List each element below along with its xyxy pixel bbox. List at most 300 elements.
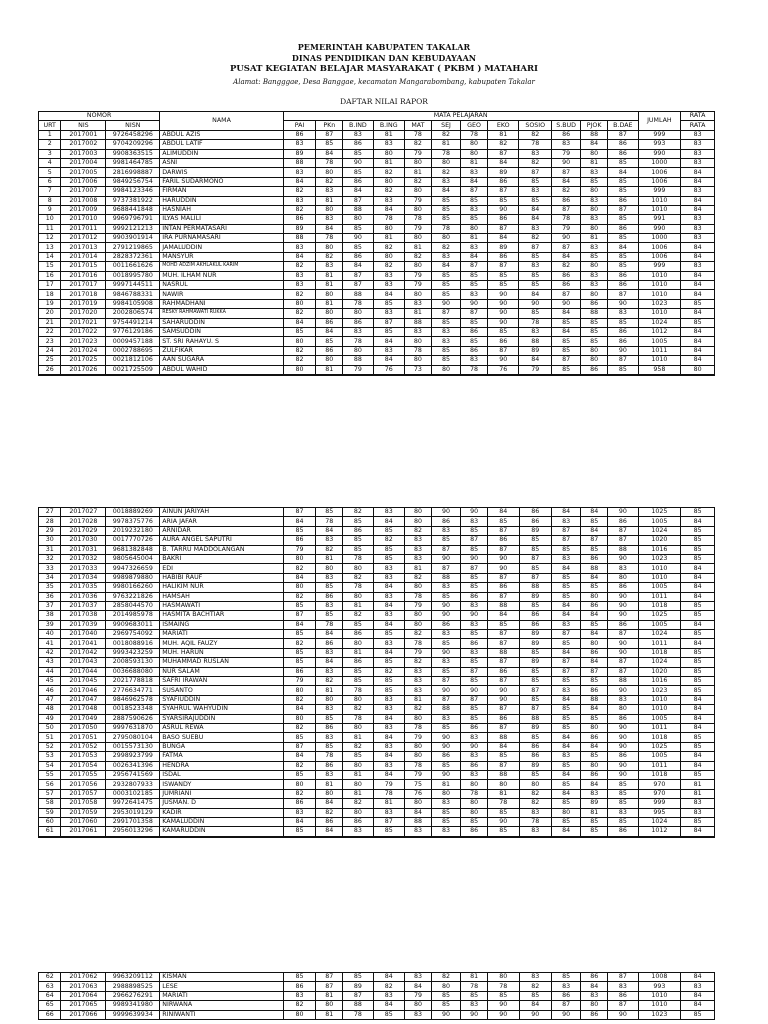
cell-rata: 84 — [681, 761, 715, 770]
cell-nisn: 2776634771 — [106, 686, 160, 695]
cell-grade: 80 — [283, 686, 316, 695]
cell-grade: 85 — [519, 271, 552, 280]
cell-grade: 82 — [373, 982, 404, 991]
cell-grade: 85 — [431, 281, 460, 290]
cell-nisn: 0036688080 — [106, 667, 160, 676]
cell-grade: 90 — [461, 742, 488, 751]
student-row — [39, 545, 715, 554]
cell-grade: 82 — [431, 973, 460, 982]
cell-grade: 85 — [316, 583, 343, 592]
cell-grade: 80 — [373, 224, 404, 233]
cell-grade: 85 — [373, 686, 404, 695]
col-header-nis: NIS — [61, 121, 106, 130]
col-header-rata-2: RATA — [681, 121, 715, 130]
cell-urt: 52 — [39, 742, 61, 751]
student-row — [39, 196, 715, 205]
cell-rata: 85 — [681, 686, 715, 695]
cell-grade: 90 — [608, 1010, 638, 1019]
cell-grade: 82 — [519, 982, 552, 991]
student-row — [39, 309, 715, 318]
cell-grade: 90 — [608, 346, 638, 355]
cell-grade: 83 — [316, 601, 343, 610]
cell-grade: 83 — [519, 187, 552, 196]
cell-grade: 78 — [552, 215, 581, 224]
student-row — [39, 583, 715, 592]
cell-grade: 84 — [316, 327, 343, 336]
cell-grade: 83 — [431, 583, 460, 592]
cell-grade: 87 — [316, 973, 343, 982]
student-row — [39, 677, 715, 686]
cell-grade: 87 — [461, 187, 488, 196]
cell-grade: 85 — [316, 508, 343, 517]
student-row — [39, 714, 715, 723]
cell-grade: 83 — [283, 281, 316, 290]
cell-grade: 87 — [608, 356, 638, 365]
cell-grade: 80 — [404, 290, 431, 299]
cell-nis: 2017036 — [61, 592, 106, 601]
cell-jumlah: 1010 — [638, 196, 681, 205]
cell-grade: 80 — [283, 780, 316, 789]
cell-urt: 35 — [39, 583, 61, 592]
cell-jumlah: 999 — [638, 262, 681, 271]
cell-grade: 84 — [373, 770, 404, 779]
cell-nama: ASNI — [160, 158, 283, 167]
cell-grade: 84 — [488, 158, 519, 167]
cell-nama: ARNIDAR — [160, 526, 284, 535]
cell-grade: 86 — [519, 517, 552, 526]
cell-jumlah: 993 — [638, 982, 681, 991]
cell-nisn: 0018088916 — [106, 639, 160, 648]
student-row — [39, 611, 715, 620]
cell-grade: 82 — [373, 187, 404, 196]
cell-grade: 80 — [431, 365, 460, 375]
cell-rata: 83 — [681, 262, 715, 271]
cell-grade: 87 — [519, 686, 552, 695]
cell-grade: 84 — [552, 601, 581, 610]
cell-grade: 79 — [519, 365, 552, 375]
cell-grade: 86 — [431, 517, 460, 526]
cell-urt: 17 — [39, 281, 61, 290]
cell-urt: 4 — [39, 158, 61, 167]
cell-grade: 87 — [461, 695, 488, 704]
cell-grade: 80 — [316, 309, 343, 318]
cell-grade: 85 — [343, 752, 373, 761]
cell-jumlah: 1005 — [638, 517, 681, 526]
cell-grade: 86 — [488, 337, 519, 346]
cell-urt: 34 — [39, 573, 61, 582]
cell-grade: 86 — [608, 149, 638, 158]
cell-nama: NUR SALAM — [160, 667, 284, 676]
cell-grade: 86 — [552, 130, 581, 139]
cell-grade: 90 — [461, 554, 488, 563]
student-row — [39, 536, 715, 545]
cell-grade: 87 — [343, 271, 373, 280]
cell-grade: 89 — [488, 168, 519, 177]
cell-grade: 82 — [488, 140, 519, 149]
cell-grade: 87 — [581, 667, 608, 676]
cell-nama: NAWIR — [160, 290, 283, 299]
cell-grade: 84 — [608, 168, 638, 177]
cell-grade: 86 — [431, 752, 460, 761]
cell-grade: 85 — [552, 545, 581, 554]
cell-grade: 85 — [461, 526, 488, 535]
cell-nis: 2017016 — [61, 271, 106, 280]
cell-grade: 88 — [581, 564, 608, 573]
cell-rata: 83 — [681, 799, 715, 808]
cell-grade: 86 — [431, 620, 460, 629]
cell-grade: 87 — [316, 130, 343, 139]
cell-grade: 80 — [581, 356, 608, 365]
cell-jumlah: 1025 — [638, 742, 681, 751]
cell-grade: 83 — [373, 592, 404, 601]
cell-grade: 83 — [608, 982, 638, 991]
cell-nis: 2017046 — [61, 686, 106, 695]
cell-grade: 85 — [343, 973, 373, 982]
cell-grade: 83 — [373, 705, 404, 714]
cell-nis: 2017054 — [61, 761, 106, 770]
cell-grade: 89 — [519, 346, 552, 355]
cell-grade: 87 — [581, 536, 608, 545]
cell-grade: 85 — [431, 817, 460, 826]
cell-rata: 84 — [681, 168, 715, 177]
cell-grade: 80 — [283, 337, 316, 346]
cell-jumlah: 1012 — [638, 327, 681, 336]
student-row — [39, 789, 715, 798]
col-header-subject: B.ING — [373, 121, 404, 130]
cell-urt: 66 — [39, 1010, 61, 1019]
cell-grade: 90 — [552, 299, 581, 308]
cell-jumlah: 1018 — [638, 601, 681, 610]
cell-urt: 53 — [39, 752, 61, 761]
cell-grade: 83 — [552, 517, 581, 526]
cell-grade: 80 — [343, 808, 373, 817]
cell-grade: 86 — [283, 536, 316, 545]
student-row — [39, 1010, 715, 1019]
cell-rata: 84 — [681, 714, 715, 723]
cell-jumlah: 1011 — [638, 761, 681, 770]
cell-nis: 2017066 — [61, 1010, 106, 1019]
cell-grade: 86 — [488, 215, 519, 224]
cell-grade: 87 — [552, 205, 581, 214]
cell-grade: 90 — [608, 742, 638, 751]
cell-grade: 90 — [431, 770, 460, 779]
cell-nama: ABDUL WAHID — [160, 365, 283, 375]
cell-grade: 86 — [581, 686, 608, 695]
cell-grade: 88 — [488, 733, 519, 742]
cell-grade: 83 — [405, 536, 432, 545]
cell-grade: 81 — [343, 648, 373, 657]
cell-grade: 85 — [552, 337, 581, 346]
cell-grade: 78 — [519, 817, 552, 826]
cell-grade: 80 — [316, 290, 343, 299]
cell-urt: 11 — [39, 224, 61, 233]
cell-grade: 85 — [608, 780, 638, 789]
cell-grade: 86 — [608, 271, 638, 280]
cell-nis: 2017043 — [61, 658, 106, 667]
cell-grade: 85 — [373, 827, 404, 837]
grade-table-part-2 — [38, 507, 715, 838]
cell-grade: 84 — [552, 177, 581, 186]
cell-grade: 85 — [519, 991, 552, 1000]
cell-nisn: 0018995780 — [106, 271, 160, 280]
cell-grade: 82 — [283, 592, 316, 601]
cell-grade: 86 — [608, 327, 638, 336]
cell-rata: 83 — [681, 808, 715, 817]
cell-grade: 82 — [283, 723, 316, 732]
cell-grade: 86 — [608, 337, 638, 346]
cell-rata: 85 — [681, 667, 715, 676]
cell-grade: 85 — [519, 733, 552, 742]
cell-grade: 80 — [316, 789, 343, 798]
cell-nis: 2017049 — [61, 714, 106, 723]
cell-grade: 83 — [373, 271, 404, 280]
cell-grade: 83 — [373, 196, 404, 205]
cell-grade: 86 — [581, 973, 608, 982]
cell-grade: 82 — [316, 677, 343, 686]
cell-grade: 83 — [431, 630, 460, 639]
cell-grade: 80 — [431, 789, 460, 798]
cell-grade: 84 — [461, 177, 488, 186]
cell-grade: 83 — [608, 309, 638, 318]
cell-grade: 90 — [488, 318, 519, 327]
cell-grade: 87 — [608, 536, 638, 545]
cell-grade: 89 — [519, 592, 552, 601]
cell-grade: 88 — [519, 337, 552, 346]
cell-rata: 85 — [681, 601, 715, 610]
grade-table-part-3 — [38, 972, 715, 1020]
cell-grade: 87 — [316, 982, 343, 991]
cell-grade: 84 — [581, 742, 608, 751]
cell-rata: 84 — [681, 346, 715, 355]
cell-nisn: 9980166260 — [106, 583, 160, 592]
cell-grade: 86 — [461, 346, 488, 355]
cell-grade: 84 — [431, 262, 460, 271]
cell-grade: 85 — [461, 991, 488, 1000]
cell-grade: 79 — [343, 365, 373, 375]
cell-grade: 81 — [488, 789, 519, 798]
cell-grade: 78 — [461, 789, 488, 798]
cell-grade: 85 — [552, 592, 581, 601]
cell-nama: AINUN JARIYAH — [160, 508, 284, 517]
cell-grade: 84 — [552, 252, 581, 261]
student-row — [39, 564, 715, 573]
cell-grade: 83 — [461, 517, 488, 526]
cell-grade: 87 — [488, 639, 519, 648]
cell-nama: BUNGA — [160, 742, 284, 751]
cell-grade: 87 — [519, 554, 552, 563]
cell-grade: 87 — [431, 545, 460, 554]
cell-nama: HASMITA BACHTIAR — [160, 611, 284, 620]
cell-grade: 82 — [373, 243, 404, 252]
cell-grade: 86 — [488, 252, 519, 261]
cell-grade: 82 — [316, 808, 343, 817]
cell-grade: 84 — [343, 262, 373, 271]
cell-grade: 90 — [608, 611, 638, 620]
cell-grade: 84 — [581, 508, 608, 517]
cell-grade: 90 — [488, 554, 519, 563]
col-header-subject: SOSIO — [519, 121, 552, 130]
cell-nama: SUSANTO — [160, 686, 284, 695]
cell-grade: 89 — [519, 723, 552, 732]
cell-grade: 78 — [316, 752, 343, 761]
cell-grade: 80 — [581, 346, 608, 355]
cell-grade: 90 — [431, 686, 460, 695]
cell-grade: 86 — [581, 554, 608, 563]
student-row — [39, 318, 715, 327]
cell-urt: 30 — [39, 536, 61, 545]
cell-nis: 2017014 — [61, 252, 106, 261]
cell-grade: 84 — [373, 290, 404, 299]
cell-grade: 84 — [552, 611, 581, 620]
cell-nama: FIRMAN — [160, 187, 283, 196]
cell-urt: 63 — [39, 982, 61, 991]
cell-grade: 86 — [283, 667, 316, 676]
student-row — [39, 281, 715, 290]
cell-grade: 83 — [283, 140, 316, 149]
cell-jumlah: 990 — [638, 149, 681, 158]
cell-nama: ILYAS MALILI — [160, 215, 283, 224]
cell-nama: HAMSAH — [160, 592, 284, 601]
cell-grade: 90 — [343, 158, 373, 167]
student-row — [39, 770, 715, 779]
cell-grade: 84 — [581, 526, 608, 535]
cell-jumlah: 1018 — [638, 770, 681, 779]
cell-grade: 81 — [316, 299, 343, 308]
cell-nis: 2017047 — [61, 695, 106, 704]
cell-nis: 2017055 — [61, 770, 106, 779]
cell-jumlah: 1010 — [638, 991, 681, 1000]
cell-grade: 86 — [343, 658, 373, 667]
cell-grade: 87 — [488, 545, 519, 554]
cell-rata: 85 — [681, 536, 715, 545]
cell-grade: 84 — [316, 224, 343, 233]
cell-grade: 88 — [608, 545, 638, 554]
col-header-subject: B.DAE — [608, 121, 638, 130]
cell-grade: 83 — [316, 262, 343, 271]
cell-grade: 80 — [373, 252, 404, 261]
student-row — [39, 705, 715, 714]
cell-grade: 88 — [431, 705, 460, 714]
cell-grade: 80 — [404, 337, 431, 346]
cell-grade: 88 — [488, 770, 519, 779]
cell-nisn: 0009457188 — [106, 337, 160, 346]
cell-grade: 84 — [519, 1001, 552, 1010]
student-row — [39, 695, 715, 704]
cell-grade: 86 — [283, 215, 316, 224]
cell-nis: 2017042 — [61, 648, 106, 657]
cell-grade: 82 — [519, 158, 552, 167]
cell-grade: 83 — [316, 733, 343, 742]
cell-nisn: 9981464785 — [106, 158, 160, 167]
cell-grade: 82 — [316, 252, 343, 261]
cell-grade: 83 — [283, 271, 316, 280]
cell-grade: 83 — [283, 168, 316, 177]
cell-grade: 78 — [405, 639, 432, 648]
cell-grade: 80 — [283, 299, 316, 308]
cell-rata: 84 — [681, 573, 715, 582]
student-row — [39, 243, 715, 252]
cell-nisn: 0026341396 — [106, 761, 160, 770]
cell-grade: 85 — [343, 667, 373, 676]
cell-grade: 79 — [405, 733, 432, 742]
cell-urt: 61 — [39, 827, 61, 837]
cell-grade: 80 — [343, 780, 373, 789]
cell-grade: 85 — [431, 356, 460, 365]
cell-grade: 78 — [488, 982, 519, 991]
cell-nis: 2017027 — [61, 508, 106, 517]
cell-nis: 2017019 — [61, 299, 106, 308]
cell-nisn: 2858044570 — [106, 601, 160, 610]
cell-rata: 85 — [681, 648, 715, 657]
cell-grade: 84 — [373, 205, 404, 214]
col-header-subject: B.IND — [343, 121, 373, 130]
cell-grade: 84 — [373, 337, 404, 346]
cell-nis: 2017060 — [61, 817, 106, 826]
cell-rata: 84 — [681, 564, 715, 573]
cell-grade: 84 — [343, 187, 373, 196]
cell-grade: 85 — [581, 620, 608, 629]
cell-grade: 85 — [608, 789, 638, 798]
cell-nama: ST. SRI RAHAYU. S — [160, 337, 283, 346]
cell-grade: 84 — [581, 658, 608, 667]
cell-grade: 82 — [519, 130, 552, 139]
cell-nama: NASRUL — [160, 281, 283, 290]
cell-nisn: 9989341980 — [106, 1001, 160, 1010]
cell-grade: 90 — [488, 205, 519, 214]
cell-jumlah: 1005 — [638, 583, 681, 592]
cell-nis: 2017012 — [61, 234, 106, 243]
cell-nis: 2017044 — [61, 667, 106, 676]
cell-grade: 90 — [461, 299, 488, 308]
cell-grade: 84 — [608, 243, 638, 252]
cell-nisn: 2988898525 — [106, 982, 160, 991]
cell-urt: 29 — [39, 526, 61, 535]
cell-nis: 2017064 — [61, 991, 106, 1000]
cell-grade: 84 — [552, 742, 581, 751]
cell-grade: 83 — [283, 243, 316, 252]
col-header-subject: EKO — [488, 121, 519, 130]
cell-grade: 83 — [316, 770, 343, 779]
cell-grade: 85 — [343, 168, 373, 177]
cell-nis: 2017022 — [61, 327, 106, 336]
cell-grade: 78 — [519, 318, 552, 327]
cell-grade: 87 — [488, 592, 519, 601]
cell-urt: 7 — [39, 187, 61, 196]
cell-grade: 88 — [283, 234, 316, 243]
cell-grade: 86 — [316, 723, 343, 732]
student-row — [39, 149, 715, 158]
cell-grade: 90 — [552, 1010, 581, 1019]
student-row — [39, 508, 715, 517]
cell-grade: 83 — [461, 770, 488, 779]
col-header-subject: PJOK — [581, 121, 608, 130]
cell-urt: 33 — [39, 564, 61, 573]
col-header-subject: PKn — [316, 121, 343, 130]
cell-nisn: 2956741569 — [106, 770, 160, 779]
student-row — [39, 290, 715, 299]
cell-grade: 86 — [581, 648, 608, 657]
cell-rata: 84 — [681, 205, 715, 214]
cell-grade: 78 — [404, 346, 431, 355]
cell-grade: 84 — [373, 973, 404, 982]
cell-urt: 56 — [39, 780, 61, 789]
cell-grade: 83 — [581, 281, 608, 290]
cell-jumlah: 1010 — [638, 705, 681, 714]
cell-grade: 85 — [608, 187, 638, 196]
cell-jumlah: 1025 — [638, 611, 681, 620]
cell-grade: 86 — [608, 583, 638, 592]
cell-rata: 85 — [681, 770, 715, 779]
